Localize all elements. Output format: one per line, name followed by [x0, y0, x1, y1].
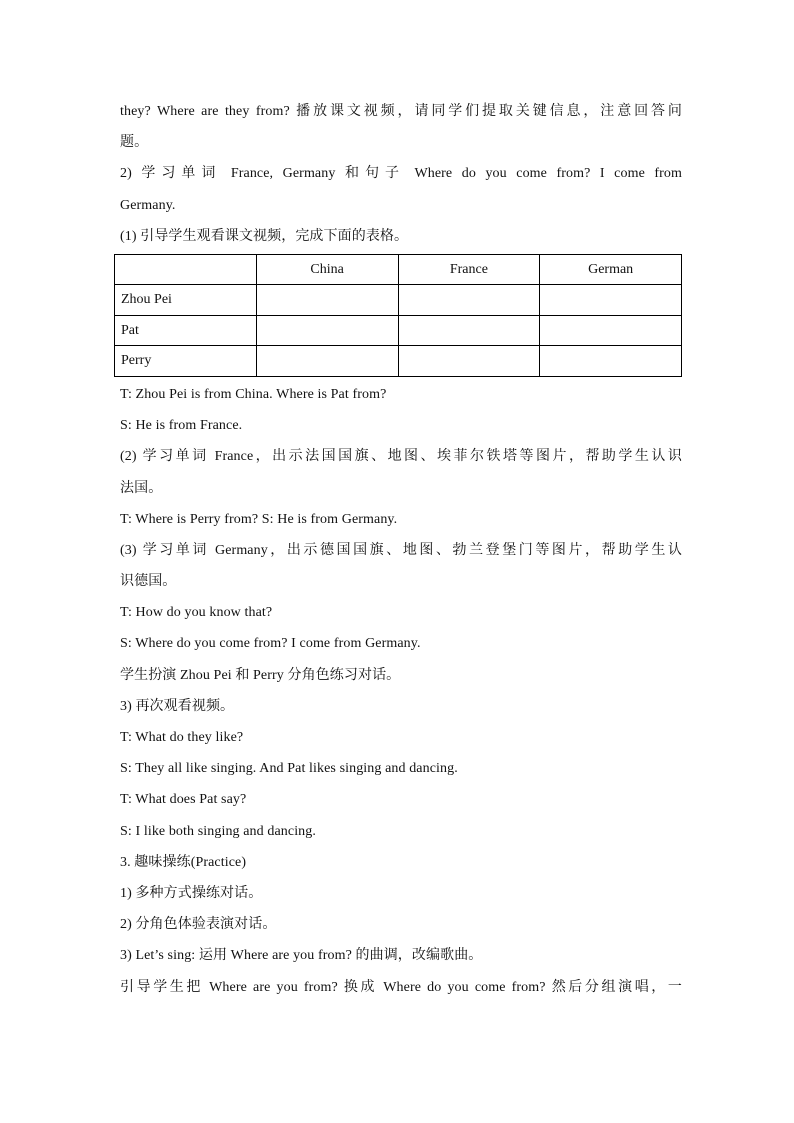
text-line: T: Where is Perry from? S: He is from Germany.	[120, 511, 398, 527]
text-line: (1) 引导学生观看课文视频，完成下面的表格。	[120, 228, 409, 244]
table-cell	[256, 346, 398, 377]
row-label: Perry	[115, 346, 257, 377]
document-page	[120, 96, 682, 1003]
text-line: 法国。	[120, 480, 163, 496]
table-cell	[256, 315, 398, 346]
text-line: S: They all like singing. And Pat likes singing and dancing.	[120, 761, 458, 777]
text-line: T: Zhou Pei is from China. Where is Pat from?	[120, 386, 387, 402]
table-row	[115, 315, 682, 346]
table-cell	[540, 315, 682, 346]
text-block-before-table	[120, 96, 682, 252]
text-line: (2) 学习单词 France，出示法国国旗、地图、埃菲尔铁塔等图片，帮助学生认识	[120, 449, 682, 465]
text-line: 3) Let’s sing: 运用 Where are you from? 的曲调，改编歌曲。	[120, 948, 483, 964]
text-line: S: Where do you come from? I come from Germany.	[120, 636, 421, 652]
text-line: T: What does Pat say?	[120, 792, 247, 808]
row-label: Zhou Pei	[115, 285, 257, 316]
text-line: 引导学生把 Where are you from? 换成 Where do you come from? 然后分组演唱，一	[120, 979, 682, 995]
text-line: 1) 多种方式操练对话。	[120, 885, 263, 901]
text-line: they? Where are they from? 播放课文视频，请同学们提取关键信息，注意回答问	[120, 104, 682, 119]
header-cell-empty	[115, 254, 257, 285]
table-cell	[540, 346, 682, 377]
header-cell-china: China	[256, 254, 398, 285]
table-cell	[256, 285, 398, 316]
text-line: 题。	[120, 135, 149, 151]
text-line: 3. 趣味操练(Practice)	[120, 854, 247, 870]
header-cell-german: German	[540, 254, 682, 285]
text-line: T: How do you know that?	[120, 605, 273, 621]
text-line: 2) 分角色体验表演对话。	[120, 917, 277, 933]
table-cell	[398, 285, 540, 316]
text-block-after-table	[120, 379, 682, 1003]
text-line: 学生扮演 Zhou Pei 和 Perry 分角色练习对话。	[120, 667, 401, 683]
table-cell	[398, 346, 540, 377]
text-line: 2) 学习单词 France, Germany 和句子 Where do you come from? I come from	[120, 166, 682, 182]
table-header-row	[115, 254, 682, 285]
table-cell	[398, 315, 540, 346]
text-line: 3) 再次观看视频。	[120, 698, 235, 714]
text-line: 识德国。	[120, 574, 177, 590]
header-cell-france: France	[398, 254, 540, 285]
text-line: T: What do they like?	[120, 730, 244, 745]
text-line: S: He is from France.	[120, 418, 243, 434]
table-row	[115, 285, 682, 316]
text-line: Germany.	[120, 197, 176, 213]
text-line: (3) 学习单词 Germany，出示德国国旗、地图、勃兰登堡门等图片，帮助学生认	[120, 542, 682, 558]
row-label: Pat	[115, 315, 257, 346]
table-row	[115, 346, 682, 377]
country-table	[114, 254, 682, 377]
table-cell	[540, 285, 682, 316]
text-line: S: I like both singing and dancing.	[120, 823, 316, 839]
